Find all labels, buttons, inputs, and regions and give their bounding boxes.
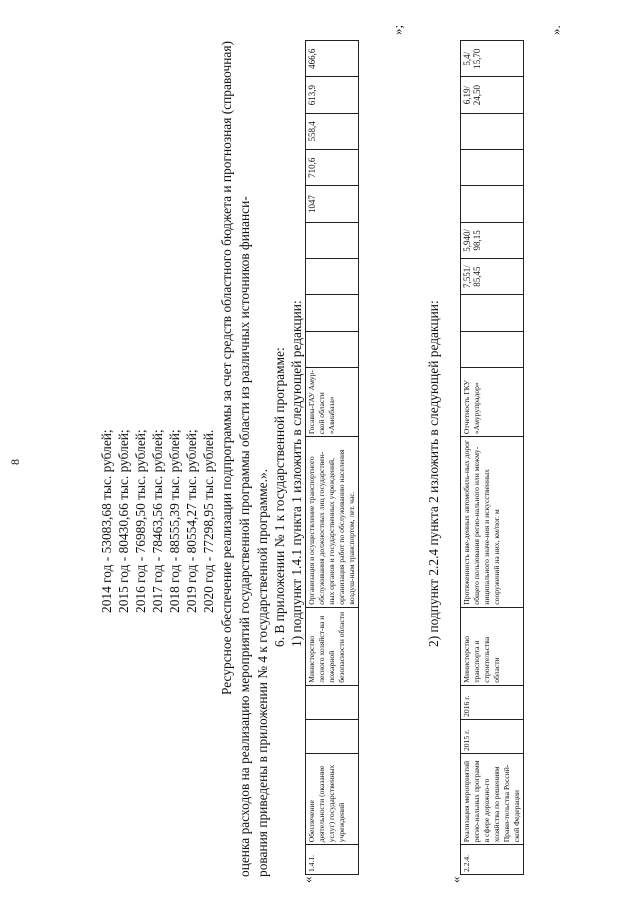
table-subitem-224 (460, 40, 524, 875)
cell-responsible: Госавиа-ГАУ Амур-ской области «Авиабаза» (306, 367, 359, 436)
cell-result: Протяженность вве-денных автомобиль-ных дорог общего пользования регио-нального или межму-ниципального значе-ния и искусственных сооружений на них, км/пог. м (461, 437, 524, 608)
year-line: 2020 год - 77298,95 тыс. рублей. (201, 429, 216, 613)
cell-value (461, 113, 524, 149)
years-list (98, 429, 217, 613)
open-quote: « (448, 876, 463, 883)
cell-value: 7,551/ 85,45 (461, 258, 524, 294)
cell-executor: Министерство транспорта и строительства области (461, 607, 524, 685)
year-line: 2014 год - 53083,68 тыс. рублей; (99, 429, 114, 613)
cell-num: 1.4.1. (306, 845, 359, 875)
cell-executor: Министерство лесного хозяйст-ва и пожарной безопасности области (306, 607, 359, 685)
cell-value: 710,6 (306, 150, 359, 186)
table-row (306, 41, 359, 875)
year-line: 2018 год - 88555,39 тыс. рублей; (167, 429, 182, 613)
close-quote: »; (390, 24, 405, 35)
cell-value: 466,6 (306, 41, 359, 77)
cell-value: 1047 (306, 186, 359, 222)
cell-value (306, 258, 359, 294)
cell-value (306, 295, 359, 331)
paragraph-appendix: рования приведены в приложении № 4 к государственной программе.». (255, 468, 270, 877)
cell-end (306, 685, 359, 719)
cell-value (461, 331, 524, 367)
table-subitem-141 (305, 40, 359, 875)
cell-name: Реализация мероприятий регио-нальных программ в сфере дорожно-го хозяйства по решениям Прави-тельства Россий-ской Федерации (461, 753, 524, 844)
cell-value (461, 186, 524, 222)
year-line: 2019 год - 80554,27 тыс. рублей; (184, 429, 199, 613)
year-line: 2015 год - 80430,66 тыс. рублей; (116, 429, 131, 613)
cell-start (306, 719, 359, 753)
open-quote: « (300, 876, 315, 883)
paragraph-subitem-1: 1) подпункт 1.4.1 пункта 1 изложить в следующей редакции: (289, 300, 304, 647)
cell-end: 2016 г. (461, 685, 524, 719)
page-number: 8 (8, 459, 22, 465)
cell-value (306, 222, 359, 258)
paragraph-estimate: оценка расходов на реализацию мероприятий государственной программы области из различных источников финанси- (237, 196, 252, 877)
cell-num: 2.2.4. (461, 845, 524, 875)
table-row (461, 41, 524, 875)
paragraph-subitem-2: 2) подпункт 2.2.4 пункта 2 изложить в следующей редакции: (426, 300, 441, 647)
cell-value (461, 150, 524, 186)
cell-result: Организация и осуществление транспортного обслуживания должностных лиц государствен-ных органов и государственных учреждений, организация работ по обслуживанию населения воздуш-ным транспортом, лет. час. (306, 437, 359, 608)
year-line: 2017 год - 78463,56 тыс. рублей; (150, 429, 165, 613)
cell-start: 2015 г. (461, 719, 524, 753)
cell-value (461, 295, 524, 331)
paragraph-resources: Ресурсное обеспечение реализации подпрограммы за счет средств областного бюджета и прогнозная (справочная) (219, 41, 234, 695)
paragraph-item-6: 6. В приложении № 1 к государственной программе: (272, 347, 287, 647)
cell-value: 6,19/ 24,50 (461, 77, 524, 113)
cell-value (306, 331, 359, 367)
cell-value: 5,4/ 15,70 (461, 41, 524, 77)
cell-value: 613,9 (306, 77, 359, 113)
close-quote: ». (548, 25, 563, 35)
cell-value: 5,940/ 98,15 (461, 222, 524, 258)
cell-responsible: Отчетность ГКУ «Амурупрадор» (461, 367, 524, 436)
year-line: 2016 год - 76989,50 тыс. рублей; (133, 429, 148, 613)
cell-name: Обеспечение деятельности (оказание услуг) государственных учреждений (306, 753, 359, 844)
cell-value: 558,4 (306, 113, 359, 149)
